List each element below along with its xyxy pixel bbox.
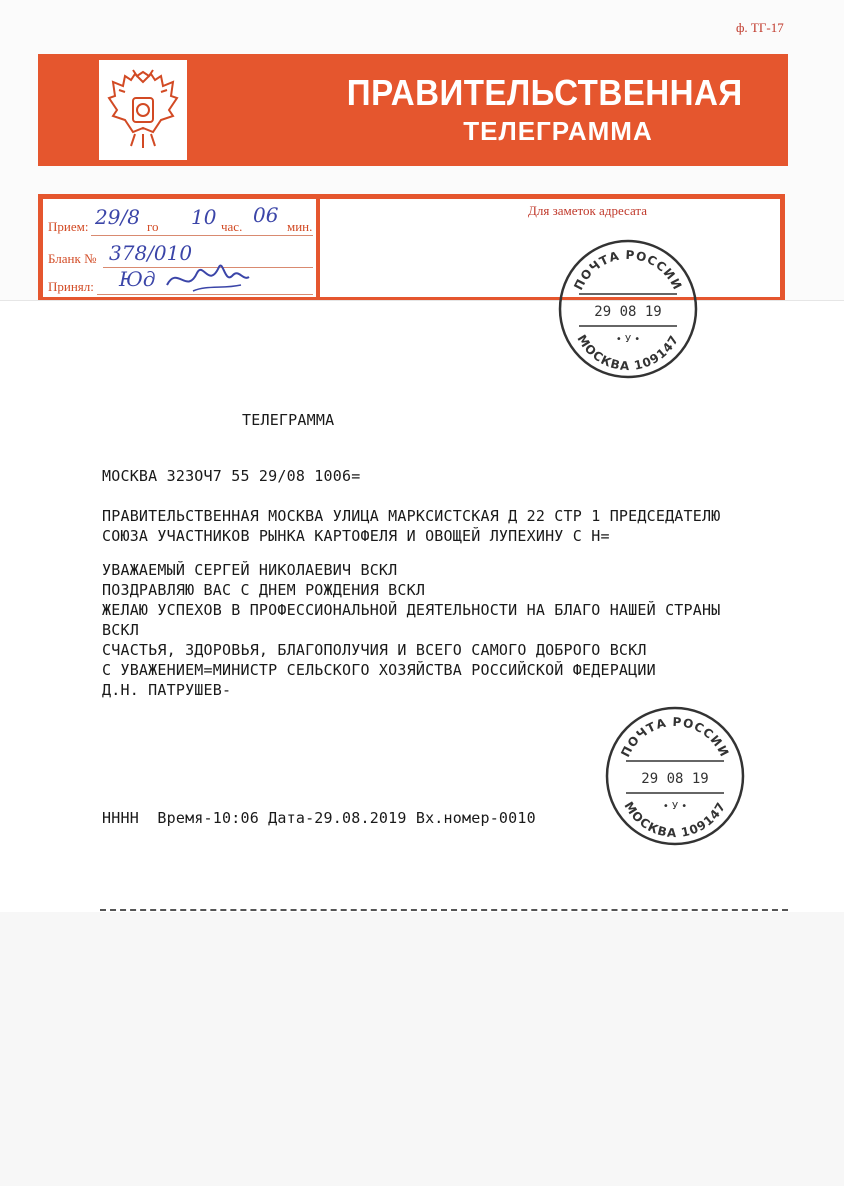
received-hour-handwritten: 10 xyxy=(191,205,217,229)
body-line: С УВАЖЕНИЕМ=МИНИСТР СЕЛЬСКОГО ХОЗЯЙСТВА РОССИЙСКОЙ ФЕДЕРАЦИИ xyxy=(102,661,656,679)
double-headed-eagle-icon xyxy=(105,68,181,152)
min-label: мин. xyxy=(287,219,313,234)
telegram-header-line: МОСКВА 323ОЧ7 55 29/08 1006= xyxy=(102,467,361,485)
accepted-label: Принял: xyxy=(48,279,94,294)
blank-number-handwritten: 378/010 xyxy=(109,241,193,265)
stamp-bottom-arc-text: ПОЧТА РОССИИ xyxy=(618,714,732,760)
stamp-bottom-date: 29 08 19 xyxy=(641,771,709,787)
address-line: ПРАВИТЕЛЬСТВЕННАЯ МОСКВА УЛИЦА МАРКСИСТСКАЯ Д 22 СТР 1 ПРЕДСЕДАТЕЛЮ xyxy=(102,507,721,525)
postmark-stamp-bottom xyxy=(602,703,748,849)
body-line: ВСКЛ xyxy=(102,621,139,639)
body-line: ПОЗДРАВЛЯЮ ВАС С ДНЕМ РОЖДЕНИЯ ВСКЛ xyxy=(102,581,426,599)
banner-title: ПРАВИТЕЛЬСТВЕННАЯ xyxy=(346,72,743,113)
stamp-top-arc-text: ПОЧТА РОССИИ xyxy=(571,247,685,293)
stamp-top-bottom-text: МОСКВА 109147 xyxy=(574,332,682,374)
reception-fields xyxy=(43,199,316,297)
signature-icon xyxy=(163,255,253,299)
stamp-top-date: 29 08 19 xyxy=(594,304,662,320)
address-line: СОЮЗА УЧАСТНИКОВ РЫНКА КАРТОФЕЛЯ И ОВОЩЕЙ ЛУПЕХИНУ С Н= xyxy=(102,527,610,545)
stamp-bottom-bottom-text: МОСКВА 109147 xyxy=(621,799,729,841)
blank-bottom-area xyxy=(0,912,844,1186)
accepted-initials-handwritten: Юд xyxy=(119,267,156,291)
stamp-top-mark: • У • xyxy=(615,334,641,345)
banner-subtitle: ТЕЛЕГРАММА xyxy=(463,116,653,146)
coat-of-arms-emblem xyxy=(99,60,187,160)
blank-label: Бланк № xyxy=(48,251,97,266)
form-code: ф. ТГ-17 xyxy=(736,20,784,35)
hour-label: час. xyxy=(221,219,243,234)
telegram-heading: ТЕЛЕГРАММА xyxy=(242,411,335,429)
received-day-handwritten: 29/8 xyxy=(95,205,140,229)
received-min-handwritten: 06 xyxy=(253,203,279,227)
received-underline xyxy=(91,235,313,236)
day-suffix-label: го xyxy=(147,219,159,234)
notes-label: Для заметок адресата xyxy=(528,203,648,218)
tear-line xyxy=(100,909,788,911)
postmark-stamp-top xyxy=(555,236,701,382)
stamp-bottom-mark: • У • xyxy=(662,801,688,812)
body-line: ЖЕЛАЮ УСПЕХОВ В ПРОФЕССИОНАЛЬНОЙ ДЕЯТЕЛЬНОСТИ НА БЛАГО НАШЕЙ СТРАНЫ xyxy=(102,601,721,619)
body-line: СЧАСТЬЯ, ЗДОРОВЬЯ, БЛАГОПОЛУЧИЯ И ВСЕГО САМОГО ДОБРОГО ВСКЛ xyxy=(102,641,647,659)
telegram-footer-line: НННН Время-10:06 Дата-29.08.2019 Вх.номер-0010 xyxy=(102,809,536,827)
received-label: Прием: xyxy=(48,219,89,234)
recipient-notes-field xyxy=(320,199,780,297)
body-line: УВАЖАЕМЫЙ СЕРГЕЙ НИКОЛАЕВИЧ ВСКЛ xyxy=(102,561,398,579)
body-line: Д.Н. ПАТРУШЕВ- xyxy=(102,681,232,699)
telegram-banner xyxy=(38,54,788,166)
